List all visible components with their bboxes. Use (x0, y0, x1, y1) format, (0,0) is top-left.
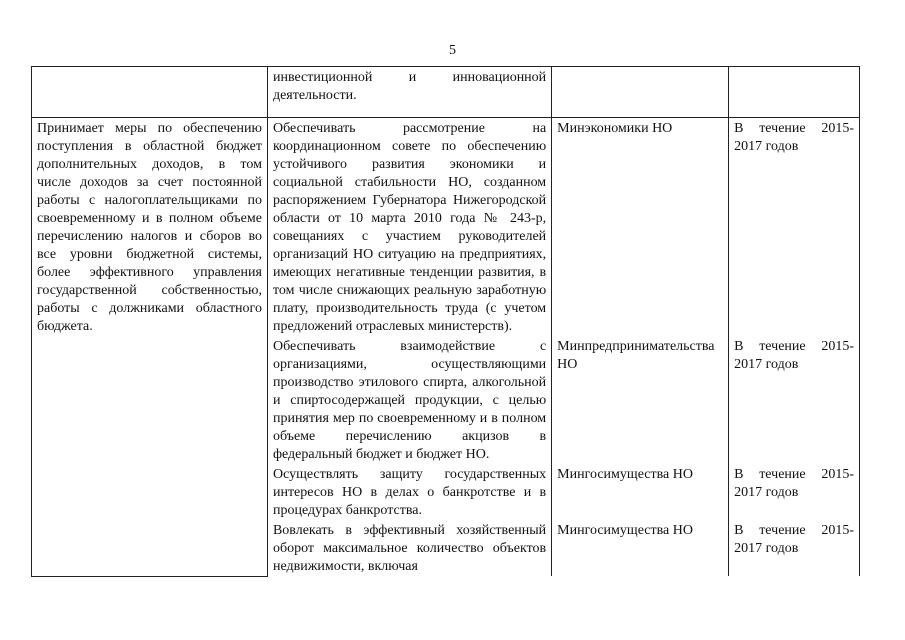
cell-action-continuation (267, 67, 551, 118)
cell-timing: В течение 2015-2017 годов (729, 520, 860, 576)
cell-action (267, 336, 551, 464)
cell-executor: Минпредпринимательства НО (552, 336, 729, 464)
table-row (32, 118, 860, 337)
cell-action (267, 118, 551, 337)
page-number: 5 (449, 43, 456, 58)
action-text: Осуществлять защиту государственных интересов НО в делах о банкротстве и в процедурах банкротства. (272, 467, 547, 518)
action-text: Вовлекать в эффективный хозяйственный оборот максимальное количество объектов недвижимости, включая (272, 523, 547, 574)
cell-measure-main (32, 118, 268, 577)
cell-timing: В течение 2015-2017 годов (729, 336, 860, 464)
cell-executor: Мингосимущества НО (552, 520, 729, 576)
action-text: Обеспечивать рассмотрение на координационном совете по обеспечению устойчивого развития экономики и социальной стабильности НО, созданном распоряжением Губернатора Нижегородской области от 10 марта 2010 года № 243-р, совещаниях с участием руководителей организаций НО ситуацию на предприятиях, имеющих негативные тенденции развития, в том числе снижающих реальную заработную плату, производительность труда (с учетом предложений отраслевых министерств). (272, 121, 547, 334)
measure-text: Принимает меры по обеспечению поступления в областной бюджет дополнительных доходов, в том числе доходов за счет постоянной работы с налогоплательщиками по своевременному и в полном объеме перечислению налогов и сборов во все уровни бюджетной системы, более эффективного управления государственной собственностью, работы с должниками областного бюджета. (37, 121, 262, 334)
measures-table (31, 66, 860, 577)
table-row-continuation (32, 67, 860, 118)
action-text: Обеспечивать взаимодействие с организациями, осуществляющими производство этилового спирта, алкогольной и спиртосодержащей продукции, с целью принятия мер по своевременному и в полном объеме перечислению акцизов в федеральный бюджет и бюджет НО. (272, 339, 547, 462)
action-text: инвестиционной и инновационной деятельности. (272, 70, 547, 103)
cell-timing: В течение 2015-2017 годов (729, 464, 860, 520)
cell-measure-continuation (32, 67, 268, 118)
cell-action (267, 464, 551, 520)
cell-executor: Мингосимущества НО (552, 464, 729, 520)
cell-timing: В течение 2015-2017 годов (729, 118, 860, 337)
cell-executor: Минэкономики НО (552, 118, 729, 337)
cell-timing-continuation (729, 67, 860, 118)
cell-executor-continuation (552, 67, 729, 118)
cell-action (267, 520, 551, 576)
